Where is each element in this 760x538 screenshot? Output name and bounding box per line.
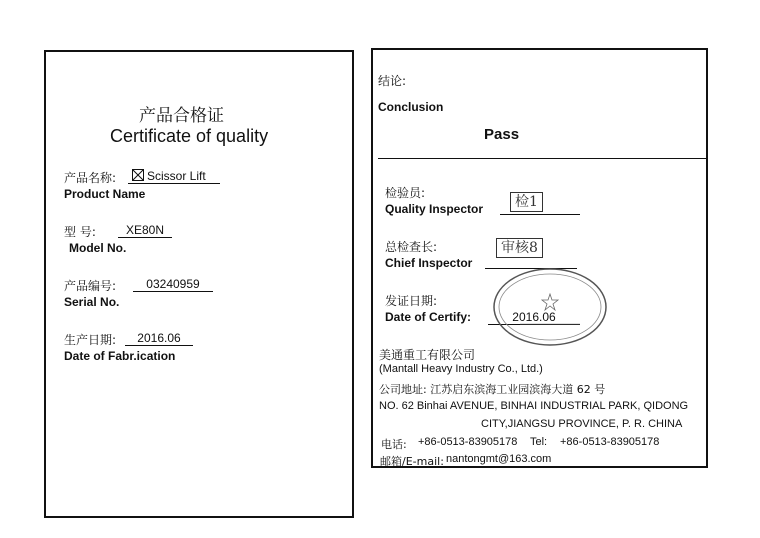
model-label-cn: 型 号: [64, 225, 96, 239]
quality-inspector-label-en: Quality Inspector [385, 202, 484, 216]
tel-label: Tel: [530, 436, 548, 448]
email-label: 邮箱/E-mail: [380, 455, 444, 468]
certify-date-value: 2016.06 [488, 310, 580, 325]
certify-date-label-en: Date of Certify: [385, 310, 472, 324]
company-name-en: (Mantall Heavy Industry Co., Ltd.) [379, 363, 543, 375]
serial-value: 03240959 [133, 277, 213, 292]
company-seal-icon [490, 266, 610, 348]
product-name-label-cn: 产品名称: [64, 171, 117, 185]
product-name-label-en: Product Name [64, 187, 146, 201]
email-value: nantongmt@163.com [446, 453, 552, 465]
chief-stamp: 审核8 [496, 238, 543, 258]
serial-label-cn: 产品编号: [64, 279, 117, 293]
product-name-value: Scissor Lift [128, 169, 220, 184]
model-value: XE80N [118, 223, 172, 238]
conclusion-value: Pass [484, 126, 520, 143]
conclusion-label-en: Conclusion [378, 100, 444, 114]
quality-inspector-line [500, 214, 580, 215]
title-cn: 产品合格证 [139, 106, 224, 126]
address-en-line2: CITY,JIANGSU PROVINCE, P. R. CHINA [481, 418, 683, 430]
fab-date-label-cn: 生产日期: [64, 333, 117, 347]
divider [378, 158, 706, 159]
fab-date-label-en: Date of Fabr.ication [64, 349, 176, 363]
fab-date-value: 2016.06 [125, 331, 193, 346]
model-label-en: Model No. [69, 241, 127, 255]
certify-date-label-cn: 发证日期: [385, 294, 438, 308]
conclusion-label-cn: 结论: [378, 74, 407, 88]
title-en: Certificate of quality [110, 126, 269, 146]
inspector-stamp: 检1 [510, 192, 543, 212]
quality-inspector-label-cn: 检验员: [385, 186, 426, 200]
address-en-line1: NO. 62 Binhai AVENUE, BINHAI INDUSTRIAL PARK, QIDONG [379, 400, 689, 412]
company-name-cn: 美通重工有限公司 [379, 348, 476, 362]
checkbox-icon [132, 169, 144, 181]
chief-inspector-label-en: Chief Inspector [385, 256, 473, 270]
tel-value: +86-0513-83905178 [560, 436, 660, 448]
chief-inspector-label-cn: 总检查长: [385, 240, 438, 254]
phone-value: +86-0513-83905178 [418, 436, 518, 448]
phone-label: 电话: [381, 438, 407, 451]
address-cn: 公司地址: 江苏启东滨海工业园滨海大道 62 号 [379, 383, 606, 396]
serial-label-en: Serial No. [64, 295, 120, 309]
